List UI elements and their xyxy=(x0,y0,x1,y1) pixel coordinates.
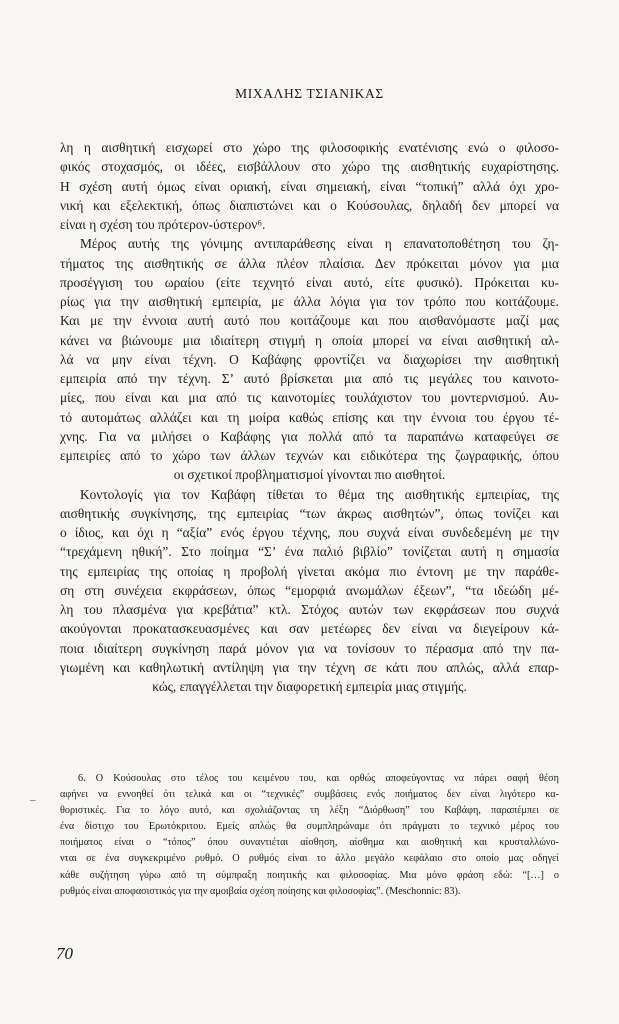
footnote-line: ποιήματος είναι ο “τόπος” όπου συναντιέται αίσθηση, αίσθημα και αισθητική και κρυσταλλώνο- xyxy=(60,837,559,849)
body-line: οι σχετικοί προβληματισμοί γίνονται πιο αισθητοί. xyxy=(173,467,446,483)
body-line: ακούγονται προκατασκευασμένες και σαν μετέωρες δεν είναι να διεγείρουν κά- xyxy=(60,621,559,637)
body-line: αισθητικής συγκίνησης, της εμπειρίας “των άκρως αισθητών”, όπως τονίζει και xyxy=(60,505,559,521)
body-line: Η σχέση αυτή όμως είναι οριακή, είναι σημειακή, είναι “τοπική” αλλά όχι χρο- xyxy=(60,178,559,194)
body-line: χνης. Για να μιλήσει ο Καβάφης για πολλά από τα παραπάνω καταφεύγει σε xyxy=(60,428,559,444)
body-line: νική και εξελεκτική, όπως διαπιστώνει και ο Κούσουλας, δηλαδή δεν μπορεί να xyxy=(60,197,559,213)
footnote-line: ρυθμός είναι αποφασιστικός για την αμοιβαία σχέση ποίησης και φιλοσοφίας”. (Meschonnic: 83). xyxy=(60,885,461,897)
body-line: εμπειρίες από το χώρο των άλλων τεχνών και ειδικότερα της ζωγραφικής, όπου xyxy=(60,448,559,463)
footnote-line: ένα δίστιχο του Ερωτόκριτου. Εμείς απλώς θα συμπληρώναμε ότι πράγματι το τεχνικό μέρος του xyxy=(60,821,559,833)
body-line: Και με την έννοια αυτή αυτό που κοιτάζουμε και που αισθανόμαστε μαζί μας xyxy=(60,313,559,329)
footnote-line: αφήνει να εννοηθεί ότι τελικά και οι “τεχνικές” συμβάσεις ενός ποιήματος δεν είναι λιγότερο κα- xyxy=(60,789,559,801)
body-line: λη του πλασμένα για κρεβάτια” κτλ. Στόχος αυτών των εκφράσεων που συχνά xyxy=(60,602,559,617)
footnote-line: θοριστικές. Για το λόγο αυτό, και σχολιάζοντας τη λέξη “Διόρθωση” του Καβάφη, παραπέμπει σε xyxy=(60,805,559,817)
body-line: ποια ιδιαίτερη συγκίνηση παρά μόνον για να τονίσουν το πέρασμα από την πα- xyxy=(60,640,559,656)
body-line: ο ίδιος, και όχι η “αξία” ενός έργου τέχνης, που συχνά είναι συνδεδεμένη με την xyxy=(60,525,559,540)
margin-mark: – xyxy=(30,794,35,806)
body-line: της εμπειρίας της οποίας η προβολή γίνεται ακόμα πιο έντονη με την παράθε- xyxy=(60,563,559,579)
body-line: ση στη συνέχεια εκφράσεων, όπως “εμορφιά ανωμάλων έξεων”, “τα ιδεώδη μέ- xyxy=(60,582,559,598)
body-line: κάνει να βιώνουμε μια ιδιαίτερη στιγμή η οποία μπορεί να είναι αισθητική αλ- xyxy=(60,332,559,348)
body-line: είναι η σχέση του πρότερον-ύστερον⁶. xyxy=(60,217,266,232)
body-line: τήματος της αισθητικής σε άλλα πλέον πλαίσια. Δεν πρόκειται μόνον για μια xyxy=(60,255,559,271)
body-line: μίες, που είναι και μια από τις καινοτομίες τουλάχιστον του μοντερνισμού. Αυ- xyxy=(60,390,559,406)
body-line: τό αυτομάτως αλλάζει και τη μοίρα καθώς επίσης και την έννοια του έργου τέ- xyxy=(60,409,559,425)
body-line: προσέγγιση του ωραίου (είτε τεχνητό είναι αυτό, είτε φυσικό). Πρόκειται κυ- xyxy=(60,274,559,290)
body-line: λά να μην είναι τέχνη. Ο Καβάφης φροντίζει να διαχωρίσει την αισθητική xyxy=(60,351,559,367)
page-number: 70 xyxy=(56,944,73,963)
body-line: φικός στοχασμός, οι ιδέες, εισβάλλουν στο χώρο της αισθητικής ευχαρίστησης. xyxy=(60,159,559,175)
footnote-line: κάθε συζήτηση γύρω από τη σύμπραξη ποιητικής και φιλοσοφίας. Μια μόνο φράση εδώ: “[…] ο xyxy=(60,869,559,881)
body-line: ρίως για την αισθητική εμπειρία, με άλλα λόγια για τον τρόπο που κοιτάζουμε. xyxy=(60,294,559,309)
body-line: “τρεχάμενη ηθική”. Στο ποίημα “Σ’ ένα παλιό βιβλίο” τονίζεται αυτή η σημασία xyxy=(60,544,559,560)
body-line: γιωμένη και καθηλωτική αντίληψη για την τέχνη σε κάτι που απλώς, αλλά επαρ- xyxy=(60,659,559,675)
body-line: εμπειρία από την τέχνη. Σ’ αυτό βρίσκεται μια από τις μεγάλες του καινοτο- xyxy=(60,371,559,386)
body-line: Μέρος αυτής της γόνιμης αντιπαράθεσης είναι η επανατοποθέτηση του ζη- xyxy=(80,236,559,252)
body-line: κώς, επαγγέλλεται την διαφορετική εμπειρία μιας στιγμής. xyxy=(152,679,467,694)
running-header: ΜΙΧΑΛΗΣ ΤΣΙΑΝΙΚΑΣ xyxy=(235,86,384,101)
body-line: λη η αισθητική εισχωρεί στο χώρο της φιλοσοφικής ενατένισης ενώ ο φιλοσο- xyxy=(60,140,559,155)
footnote xyxy=(60,771,559,900)
body-line: Κοντολογίς για τον Καβάφη τίθεται το θέμα της αισθητικής εμπειρίας, της xyxy=(80,486,559,502)
footnote-line: 6. Ο Κούσουλας στο τέλος του κειμένου του, και ορθώς αποφεύγοντας να πάρει σαφή θέση xyxy=(78,773,559,784)
body-text xyxy=(60,138,559,696)
footnote-line: νται σε ένα συγκεκριμένο ρυθμό. Ο ρυθμός είναι το άλλο μεγάλο κεφάλαιο στο οποίο μας οδηγεί xyxy=(60,853,559,865)
